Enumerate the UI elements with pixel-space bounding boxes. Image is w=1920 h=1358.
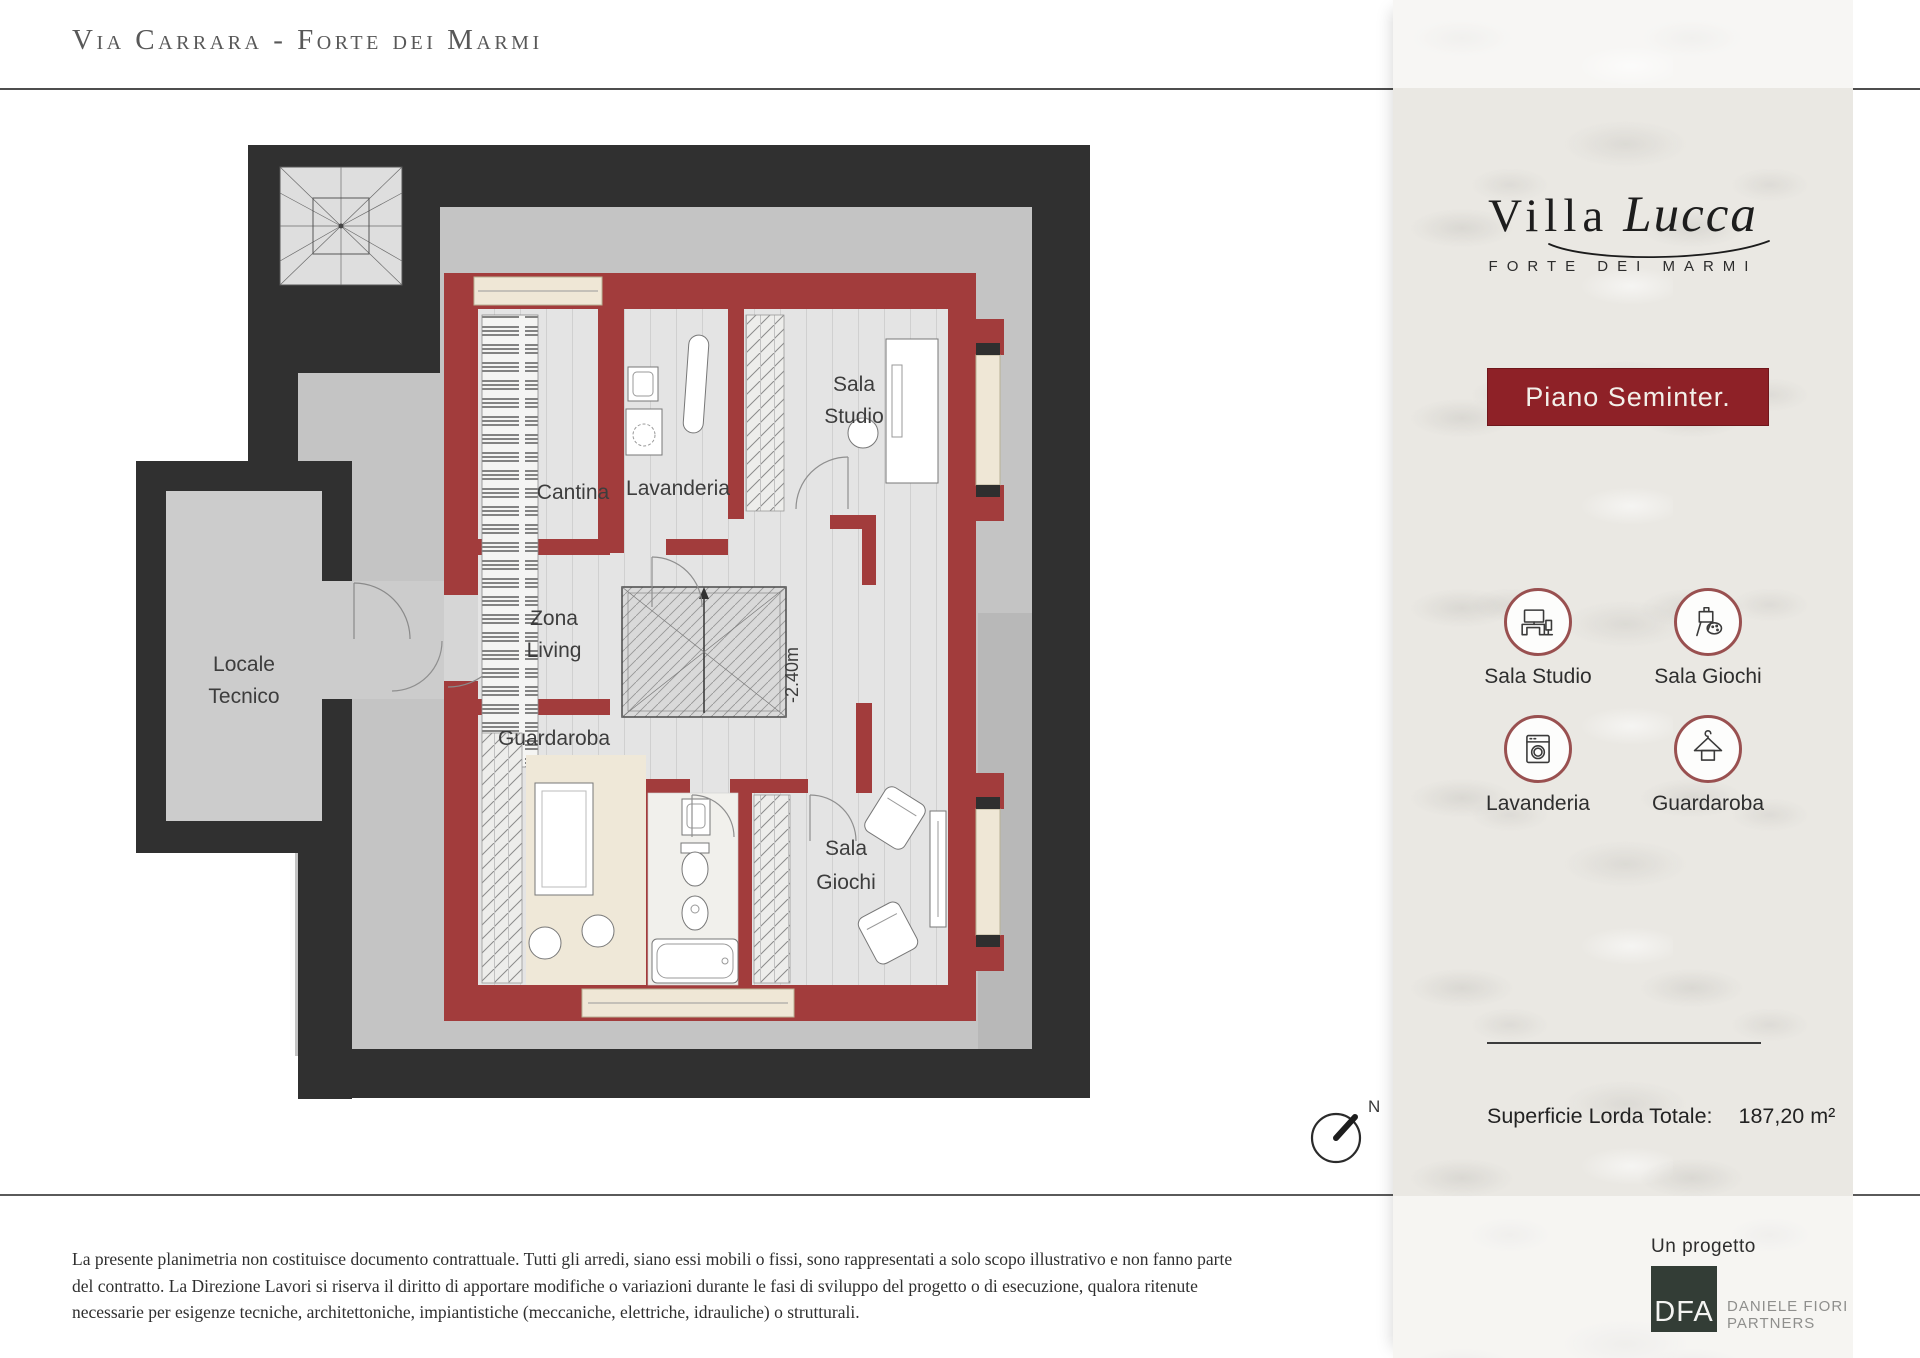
project-logo-row — [1651, 1266, 1848, 1332]
compass-n-label: N — [1368, 1097, 1381, 1116]
project-label: Un progetto — [1651, 1236, 1756, 1257]
brand-title-first: Villa — [1488, 190, 1610, 242]
feature-guardaroba — [1623, 715, 1793, 816]
label-sala-giochi-2: Giochi — [816, 871, 876, 894]
sidebar-divider — [1487, 1042, 1761, 1044]
feature-circle — [1674, 715, 1742, 783]
label-locale-tecnico-1: Locale — [213, 653, 275, 676]
page-title: Via Carrara - Forte dei Marmi — [72, 24, 543, 56]
washing-machine-icon — [1519, 730, 1557, 768]
dfa-company-line2: PARTNERS — [1727, 1314, 1816, 1332]
feature-list — [1453, 588, 1793, 816]
feature-circle — [1504, 715, 1572, 783]
label-lavanderia: Lavanderia — [626, 477, 730, 500]
feature-circle — [1674, 588, 1742, 656]
floor-plan — [130, 143, 1090, 1103]
feature-label: Sala Studio — [1484, 665, 1592, 688]
label-cantina: Cantina — [536, 481, 610, 504]
total-area-label: Superficie Lorda Totale: — [1487, 1104, 1713, 1128]
disclaimer-text: La presente planimetria non costituisce documento contrattuale. Tutti gli arredi, siano essi mobili o fissi, sono rappresentati a solo scopo illustrativo e non fanno parte del contratto. La Direzione Lavori si riserva il diritto di apportare modifiche o variazioni durante le fasi di sviluppo del progetto o di esecuzione, qualora ritenute necessarie per esigenze tecniche, architettoniche, impiantistiche (meccaniche, elettriche, idrauliche) o strutturali. — [72, 1249, 1233, 1323]
floor-badge: Piano Seminter. — [1487, 368, 1769, 426]
project-block — [1651, 1236, 1848, 1332]
label-zona-living-2: Living — [526, 639, 582, 662]
feature-sala-giochi — [1623, 588, 1793, 689]
sidebar-fade-top — [1393, 0, 1853, 88]
stair-tower — [280, 167, 402, 285]
feature-lavanderia — [1453, 715, 1623, 816]
label-zona-living-1: Zona — [530, 607, 578, 630]
feature-label: Lavanderia — [1486, 792, 1590, 815]
sidebar — [1393, 0, 1853, 1358]
brand-title — [1393, 186, 1853, 244]
label-locale-tecnico-2: Tecnico — [208, 685, 280, 708]
feature-sala-studio — [1453, 588, 1623, 689]
hanger-icon — [1689, 730, 1727, 768]
brand-subtitle: FORTE DEI MARMI — [1488, 258, 1758, 275]
label-level-note: -2.40m — [782, 646, 802, 704]
desk-icon — [1519, 603, 1557, 641]
feature-label: Sala Giochi — [1654, 665, 1762, 688]
total-area-value: 187,20 m² — [1738, 1104, 1836, 1128]
wine-rack — [482, 315, 538, 767]
central-stair — [622, 587, 786, 717]
dfa-company-line1: DANIELE FIORI — [1727, 1297, 1849, 1315]
dfa-company-name — [1727, 1298, 1848, 1333]
total-area-row — [1487, 1104, 1835, 1129]
dfa-logo: DFA — [1651, 1266, 1717, 1332]
brand-title-second: Lucca — [1623, 187, 1758, 243]
label-sala-studio-2: Studio — [824, 405, 884, 428]
feature-circle — [1504, 588, 1572, 656]
guardaroba-furniture — [482, 733, 646, 985]
easel-icon — [1689, 603, 1727, 641]
label-sala-giochi-1: Sala — [824, 837, 868, 860]
bathroom — [648, 793, 738, 985]
closet-strip — [754, 795, 790, 983]
label-sala-studio-1: Sala — [832, 373, 876, 396]
feature-label: Guardaroba — [1651, 792, 1765, 815]
north-compass — [1302, 1092, 1402, 1172]
label-guardaroba: Guardaroba — [497, 727, 611, 750]
